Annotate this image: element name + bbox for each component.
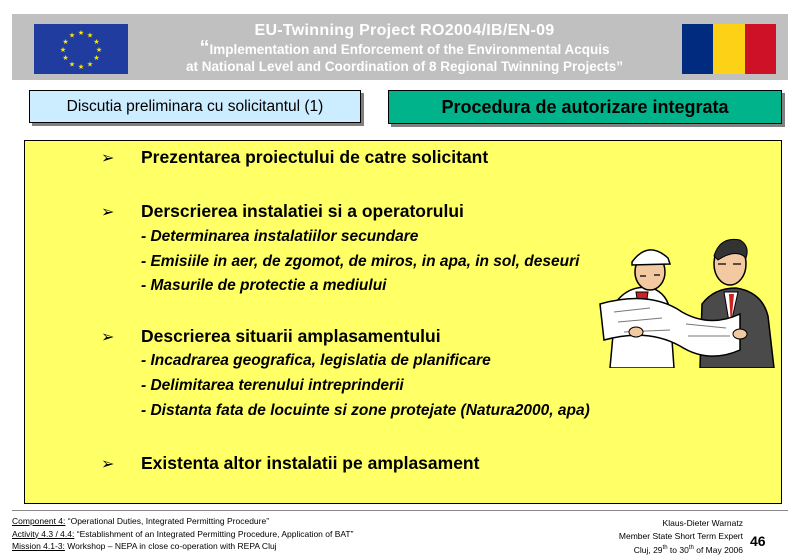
svg-text:★: ★ bbox=[93, 38, 100, 46]
flag-stripe-yellow bbox=[713, 24, 744, 74]
sub-item-text: - Incadrarea geografica, legislatia de planificare bbox=[141, 352, 491, 369]
activity-text: “Establishment of an Integrated Permitting Procedure, Application of BAT” bbox=[74, 528, 354, 539]
slide-header bbox=[12, 14, 788, 80]
hand bbox=[629, 327, 643, 337]
romania-flag-icon bbox=[682, 24, 776, 74]
svg-text:★: ★ bbox=[68, 31, 76, 40]
svg-text:★: ★ bbox=[59, 46, 67, 54]
component-label: Component 4: bbox=[12, 516, 66, 526]
project-title: EU-Twinning Project RO2004/IB/EN-09 bbox=[254, 22, 555, 39]
sub-item-text: - Distanta fata de locuinte si zone protejate (Natura2000, apa) bbox=[141, 402, 590, 419]
project-subtitle-line1 bbox=[132, 37, 677, 59]
flag-stripe-blue bbox=[682, 24, 713, 74]
component-text: “Operational Duties, Integrated Permitting Procedure” bbox=[65, 516, 270, 526]
topic-label: Procedura de autorizare integrata bbox=[388, 90, 782, 124]
svg-text:★: ★ bbox=[86, 60, 94, 69]
footer-component bbox=[12, 515, 353, 528]
date-sup-1: th bbox=[662, 545, 668, 551]
sub-item-text: - Delimitarea terenului intreprinderii bbox=[141, 377, 404, 394]
list-item-text: Prezentarea proiectului de catre solicitant bbox=[141, 147, 489, 167]
activity-label: Activity 4.3 / 4.4: bbox=[12, 528, 75, 539]
svg-text:★: ★ bbox=[95, 46, 103, 54]
hand bbox=[733, 329, 747, 339]
page-number: 46 bbox=[750, 533, 766, 549]
opening-quote: “ bbox=[199, 37, 210, 59]
footer-mission bbox=[12, 540, 353, 553]
list-item-text: Derscrierea instalatiei si a operatorului bbox=[141, 201, 464, 221]
svg-text:★: ★ bbox=[62, 54, 69, 62]
bullet-arrow-icon: ➢ bbox=[101, 329, 115, 346]
footer-divider bbox=[12, 510, 788, 511]
flag-stripe-red bbox=[745, 24, 776, 74]
sub-item-text: - Emisiile in aer, de zgomot, de miros, in apa, in sol, deseuri bbox=[141, 253, 580, 270]
svg-text:★: ★ bbox=[86, 31, 94, 40]
svg-text:★: ★ bbox=[68, 60, 76, 69]
event-date bbox=[540, 542, 743, 556]
bullet-arrow-icon: ➢ bbox=[101, 150, 115, 167]
svg-text:★: ★ bbox=[77, 63, 85, 71]
expert-role: Member State Short Term Expert bbox=[618, 530, 743, 541]
footer-activity bbox=[12, 528, 353, 541]
svg-text:★: ★ bbox=[77, 29, 85, 37]
date-suffix: of May 2006 bbox=[693, 544, 743, 555]
list-item-text: Descrierea situarii amplasamentului bbox=[141, 326, 441, 346]
expert-name: Klaus-Dieter Warnatz bbox=[662, 518, 743, 528]
section-label: Discutia preliminara cu solicitantul (1) bbox=[29, 90, 361, 123]
eu-flag-icon bbox=[34, 24, 128, 74]
footer-project-info bbox=[12, 515, 353, 553]
mission-label: Mission 4.1-3: bbox=[12, 541, 65, 551]
sub-item-text: - Masurile de protectie a mediului bbox=[141, 277, 387, 294]
bullet-arrow-icon: ➢ bbox=[101, 204, 115, 221]
svg-text:★: ★ bbox=[62, 38, 69, 46]
list-item-text: Existenta altor instalatii pe amplasament bbox=[141, 453, 480, 473]
date-mid: to 30 bbox=[667, 544, 689, 555]
sub-item-text: - Determinarea instalatiilor secundare bbox=[141, 228, 419, 245]
footer-expert-info bbox=[540, 517, 743, 556]
subtitle-line1-text: Implementation and Enforcement of the Environmental Acquis bbox=[209, 42, 610, 57]
bullet-arrow-icon: ➢ bbox=[101, 456, 115, 473]
mission-text: Workshop – NEPA in close co-operation with REPA Cluj bbox=[64, 541, 277, 551]
date-sup-2: th bbox=[688, 545, 694, 551]
project-subtitle-line2: at National Level and Coordination of 8 Regional Twinning Projects” bbox=[185, 59, 624, 74]
date-prefix: Cluj, 29 bbox=[633, 544, 663, 555]
engineers-reviewing-plans-illustration bbox=[590, 232, 780, 368]
svg-text:★: ★ bbox=[93, 54, 100, 62]
eu-stars-icon bbox=[34, 24, 128, 74]
